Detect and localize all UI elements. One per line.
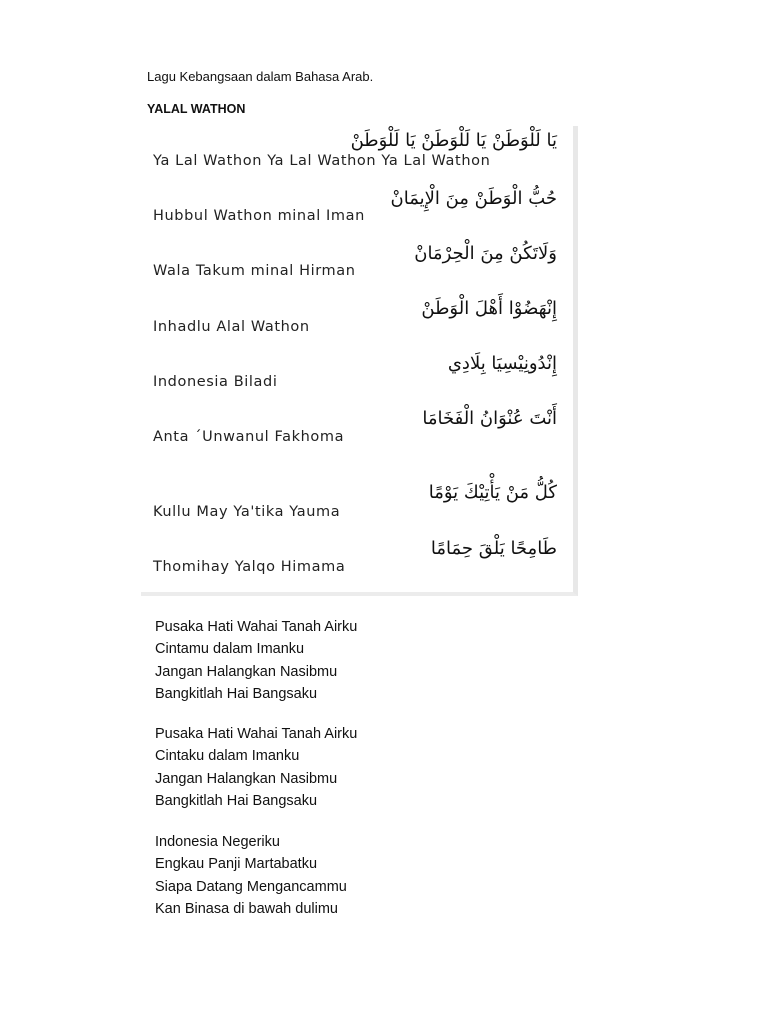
stanza-line: Engkau Panji Martabatku: [155, 856, 318, 873]
document-title: Lagu Kebangsaan dalam Bahasa Arab.: [147, 69, 374, 84]
verse-1-latin: Ya Lal Wathon Ya Lal Wathon Ya Lal Wathon: [153, 153, 491, 169]
verse-8-arabic: طَامِحًا يَلْقَ حِمَامًا: [430, 538, 557, 559]
verse-6-latin: Anta ´Unwanul Fakhoma: [153, 429, 345, 445]
stanza-line: Jangan Halangkan Nasibmu: [155, 770, 338, 787]
verse-7-arabic: كُلُّ مَنْ يَأْتِيْكَ يَوْمًا: [428, 482, 557, 503]
stanza-line: Kan Binasa di bawah dulimu: [155, 900, 338, 917]
verse-6-arabic: أَنْتَ عُنْوَانُ الْفَخَامَا: [422, 408, 557, 429]
stanza-line: Siapa Datang Mengancammu: [155, 878, 347, 895]
stanza-line: Pusaka Hati Wahai Tanah Airku: [155, 619, 358, 635]
stanza-line: Indonesia Negeriku: [155, 834, 280, 850]
stanza-line: Jangan Halangkan Nasibmu: [155, 663, 338, 680]
verse-7-latin: Kullu May Ya'tika Yauma: [153, 504, 341, 520]
arabic-lyrics-image: [141, 126, 578, 596]
stanza-1: [155, 616, 357, 705]
verse-4-arabic: إِنْهَضُوْا أَهْلَ الْوَطَنْ: [421, 298, 557, 319]
verse-8-latin: Thomihay Yalqo Himama: [153, 559, 346, 575]
verse-4-latin: Inhadlu Alal Wathon: [153, 319, 310, 335]
verse-5-latin: Indonesia Biladi: [153, 374, 278, 390]
stanza-line: Bangkitlah Hai Bangsaku: [155, 685, 318, 702]
song-heading: YALAL WATHON: [147, 102, 246, 116]
verse-2-arabic: حُبُّ الْوَطَنْ مِنَ الْإِيمَانْ: [390, 188, 557, 209]
stanza-line: Pusaka Hati Wahai Tanah Airku: [155, 726, 358, 742]
stanza-2: [155, 723, 357, 812]
stanza-line: Bangkitlah Hai Bangsaku: [155, 792, 318, 809]
stanza-line: Cintamu dalam Imanku: [155, 641, 305, 658]
verse-3-latin: Wala Takum minal Hirman: [153, 263, 356, 279]
verse-2-latin: Hubbul Wathon minal Iman: [153, 208, 365, 224]
verse-1-arabic: يَا لَلْوَطَنْ يَا لَلْوَطَنْ يَا لَلْوَطَنْ: [350, 130, 557, 151]
verse-3-arabic: وَلَاتَكُنْ مِنَ الْحِرْمَانْ: [414, 243, 557, 264]
stanza-line: Cintaku dalam Imanku: [155, 748, 300, 765]
stanza-3: [155, 831, 347, 920]
verse-5-arabic: إِنْدُونِيْسِيَا بِلَادِي: [447, 353, 557, 374]
